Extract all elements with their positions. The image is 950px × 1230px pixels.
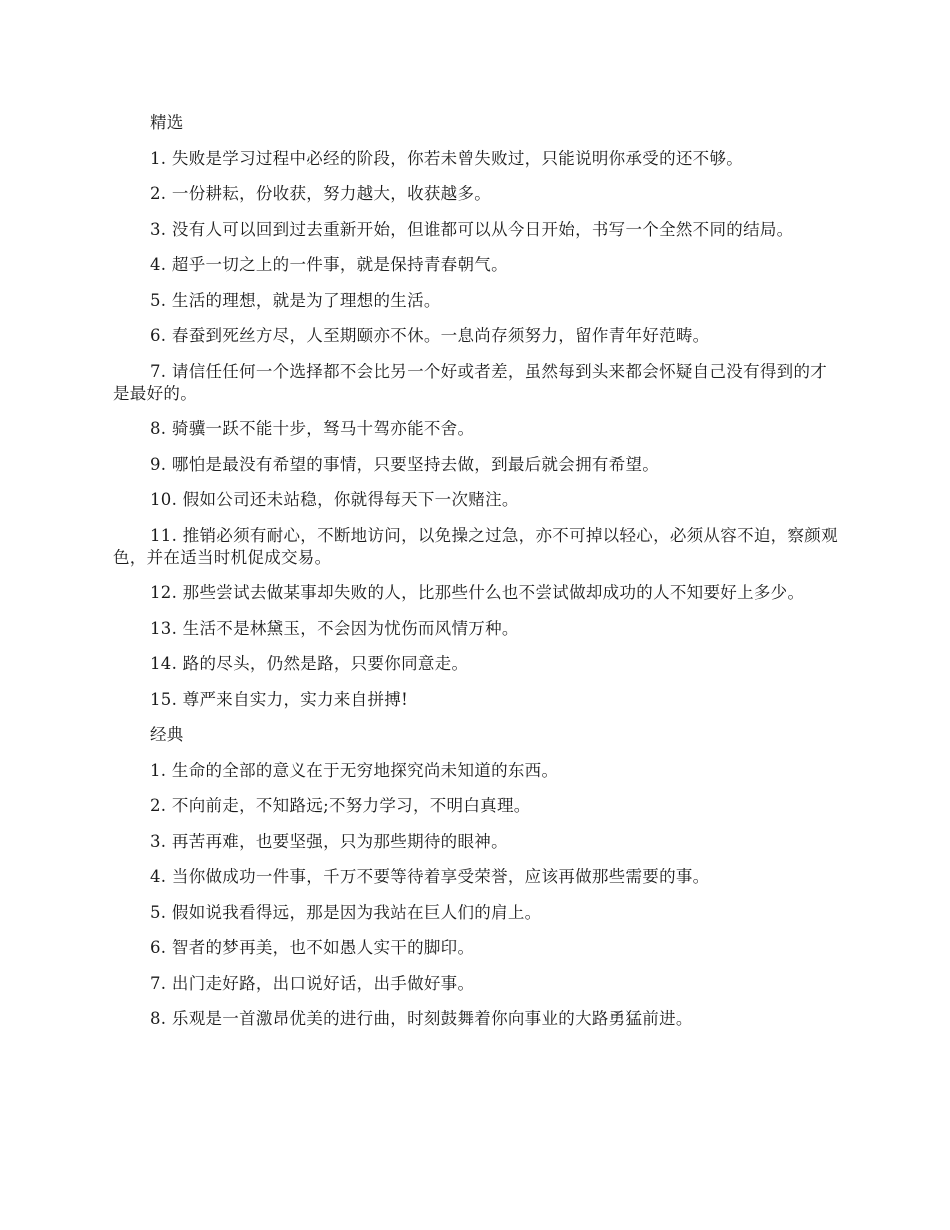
quote-item: 2. 不向前走，不知路远;不努力学习，不明白真理。 xyxy=(150,796,531,815)
quote-item: 6. 春蚕到死丝方尽，人至期颐亦不休。一息尚存须努力，留作青年好范畴。 xyxy=(150,326,710,345)
quote-item: 10. 假如公司还未站稳，你就得每天下一次赌注。 xyxy=(150,490,519,509)
quote-item: 7. 请信任任何一个选择都不会比另一个好或者差，虽然每到头来都会怀疑自己没有得到的才是最好的。 xyxy=(113,361,828,403)
document-body xyxy=(113,112,841,1044)
quote-item: 5. 生活的理想，就是为了理想的生活。 xyxy=(150,290,441,310)
quote-item: 12. 那些尝试去做某事却失败的人，比那些什么也不尝试做却成功的人不知要好上多少。 xyxy=(150,583,805,602)
quote-item: 1. 生命的全部的意义在于无穷地探究尚未知道的东西。 xyxy=(150,760,559,780)
quote-item: 3. 没有人可以回到过去重新开始，但谁都可以从今日开始，书写一个全然不同的结局。 xyxy=(150,219,794,239)
quote-item: 13. 生活不是林黛玉，不会因为忧伤而风情万种。 xyxy=(150,618,519,638)
quote-item: 8. 骑骥一跃不能十步，驽马十驾亦能不舍。 xyxy=(150,419,475,438)
quote-item: 1. 失败是学习过程中必经的阶段，你若未曾失败过，只能说明你承受的还不够。 xyxy=(150,148,744,168)
quote-item: 9. 哪怕是最没有希望的事情，只要坚持去做，到最后就会拥有希望。 xyxy=(150,454,660,474)
quote-item: 6. 智者的梦再美，也不如愚人实干的脚印。 xyxy=(150,938,475,957)
quote-item: 3. 再苦再难，也要坚强，只为那些期待的眼神。 xyxy=(150,831,508,851)
section-heading-selected: 精选 xyxy=(150,113,184,132)
quote-item: 11. 推销必须有耐心，不断地访问，以免操之过急，亦不可掉以轻心，必须从容不迫，察颜观色，并在适当时机促成交易。 xyxy=(113,525,838,567)
quote-item: 5. 假如说我看得远，那是因为我站在巨人们的肩上。 xyxy=(150,902,542,922)
quote-item: 7. 出门走好路，出口说好话，出手做好事。 xyxy=(150,973,475,993)
quote-item: 4. 超乎一切之上的一件事，就是保持青春朝气。 xyxy=(150,255,508,274)
quote-item: 14. 路的尽头，仍然是路，只要你同意走。 xyxy=(150,654,469,673)
quote-item: 8. 乐观是一首激昂优美的进行曲，时刻鼓舞着你向事业的大路勇猛前进。 xyxy=(150,1009,693,1028)
quote-item: 4. 当你做成功一件事，千万不要等待着享受荣誉，应该再做那些需要的事。 xyxy=(150,867,710,886)
section-heading-classic: 经典 xyxy=(150,725,184,744)
quote-item: 15. 尊严来自实力，实力来自拼搏! xyxy=(150,689,409,709)
quote-item: 2. 一份耕耘，份收获，努力越大，收获越多。 xyxy=(150,184,492,203)
